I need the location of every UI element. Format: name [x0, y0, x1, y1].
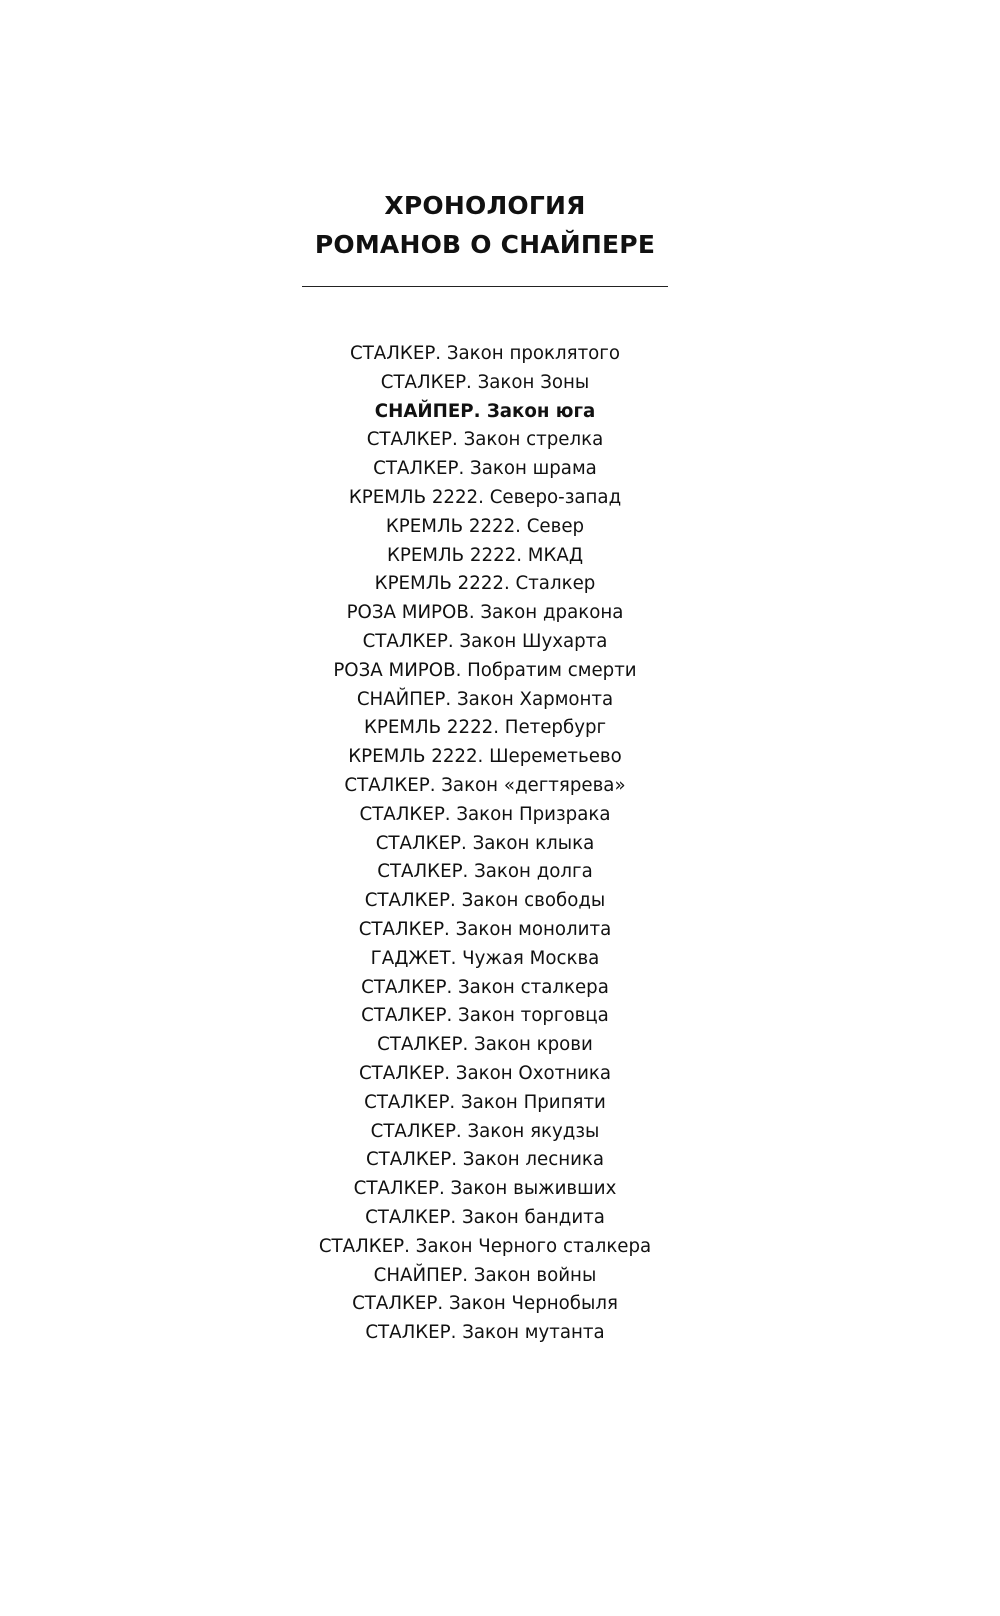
- book-title: СТАЛКЕР. Закон Припяти: [364, 1091, 606, 1113]
- book-title: КРЕМЛЬ 2222. МКАД: [386, 544, 584, 566]
- book-title: СТАЛКЕР. Закон Шухарта: [362, 630, 608, 652]
- page-heading: [0, 186, 970, 264]
- heading-divider: [302, 286, 668, 287]
- book-title: СТАЛКЕР. Закон клыка: [375, 832, 595, 854]
- book-title: СТАЛКЕР. Закон выживших: [353, 1178, 617, 1200]
- book-title: СТАЛКЕР. Закон Чернобыля: [352, 1293, 618, 1315]
- book-title: РОЗА МИРОВ. Побратим смерти: [333, 659, 637, 681]
- book-title: СТАЛКЕР. Закон мутанта: [365, 1322, 605, 1344]
- book-title: КРЕМЛЬ 2222. Петербург: [363, 717, 607, 739]
- book-title: СТАЛКЕР. Закон бандита: [365, 1206, 605, 1228]
- book-title: СТАЛКЕР. Закон торговца: [361, 1005, 609, 1027]
- book-title: КРЕМЛЬ 2222. Сталкер: [374, 573, 596, 595]
- book-title: СТАЛКЕР. Закон сталкера: [361, 976, 609, 998]
- book-title: КРЕМЛЬ 2222. Север: [385, 515, 585, 537]
- book-title: СТАЛКЕР. Закон Зоны: [380, 371, 590, 393]
- book-title: СТАЛКЕР. Закон «дегтярева»: [344, 774, 626, 796]
- book-title: СТАЛКЕР. Закон свободы: [364, 890, 606, 912]
- book-title: КРЕМЛЬ 2222. Шереметьево: [348, 746, 622, 768]
- book-title: СТАЛКЕР. Закон проклятого: [350, 343, 620, 364]
- book-title: СНАЙПЕР. Закон юга: [374, 400, 596, 422]
- book-title: СТАЛКЕР. Закон монолита: [358, 918, 612, 940]
- book-title: ГАДЖЕТ. Чужая Москва: [370, 947, 600, 969]
- heading-line-1: ХРОНОЛОГИЯ: [384, 191, 586, 220]
- book-title: СТАЛКЕР. Закон долга: [377, 861, 593, 883]
- book-title: СТАЛКЕР. Закон шрама: [373, 458, 597, 480]
- book-title: КРЕМЛЬ 2222. Северо-запад: [348, 486, 622, 508]
- book-title: СТАЛКЕР. Закон Охотника: [358, 1062, 612, 1084]
- book-title: СТАЛКЕР. Закон лесника: [365, 1149, 605, 1171]
- book-title: СТАЛКЕР. Закон якудзы: [370, 1120, 600, 1142]
- book-title: СТАЛКЕР. Закон Черного сталкера: [318, 1235, 652, 1257]
- book-title: СНАЙПЕР. Закон войны: [373, 1264, 597, 1286]
- book-title: РОЗА МИРОВ. Закон дракона: [346, 602, 624, 624]
- book-title: СТАЛКЕР. Закон стрелка: [366, 429, 604, 451]
- book-title: СНАЙПЕР. Закон Хармонта: [356, 688, 614, 710]
- book-list: [0, 340, 970, 1348]
- book-title: СТАЛКЕР. Закон Призрака: [359, 803, 611, 825]
- heading-line-2: РОМАНОВ О СНАЙПЕРЕ: [314, 230, 656, 259]
- book-title: СТАЛКЕР. Закон крови: [377, 1034, 593, 1056]
